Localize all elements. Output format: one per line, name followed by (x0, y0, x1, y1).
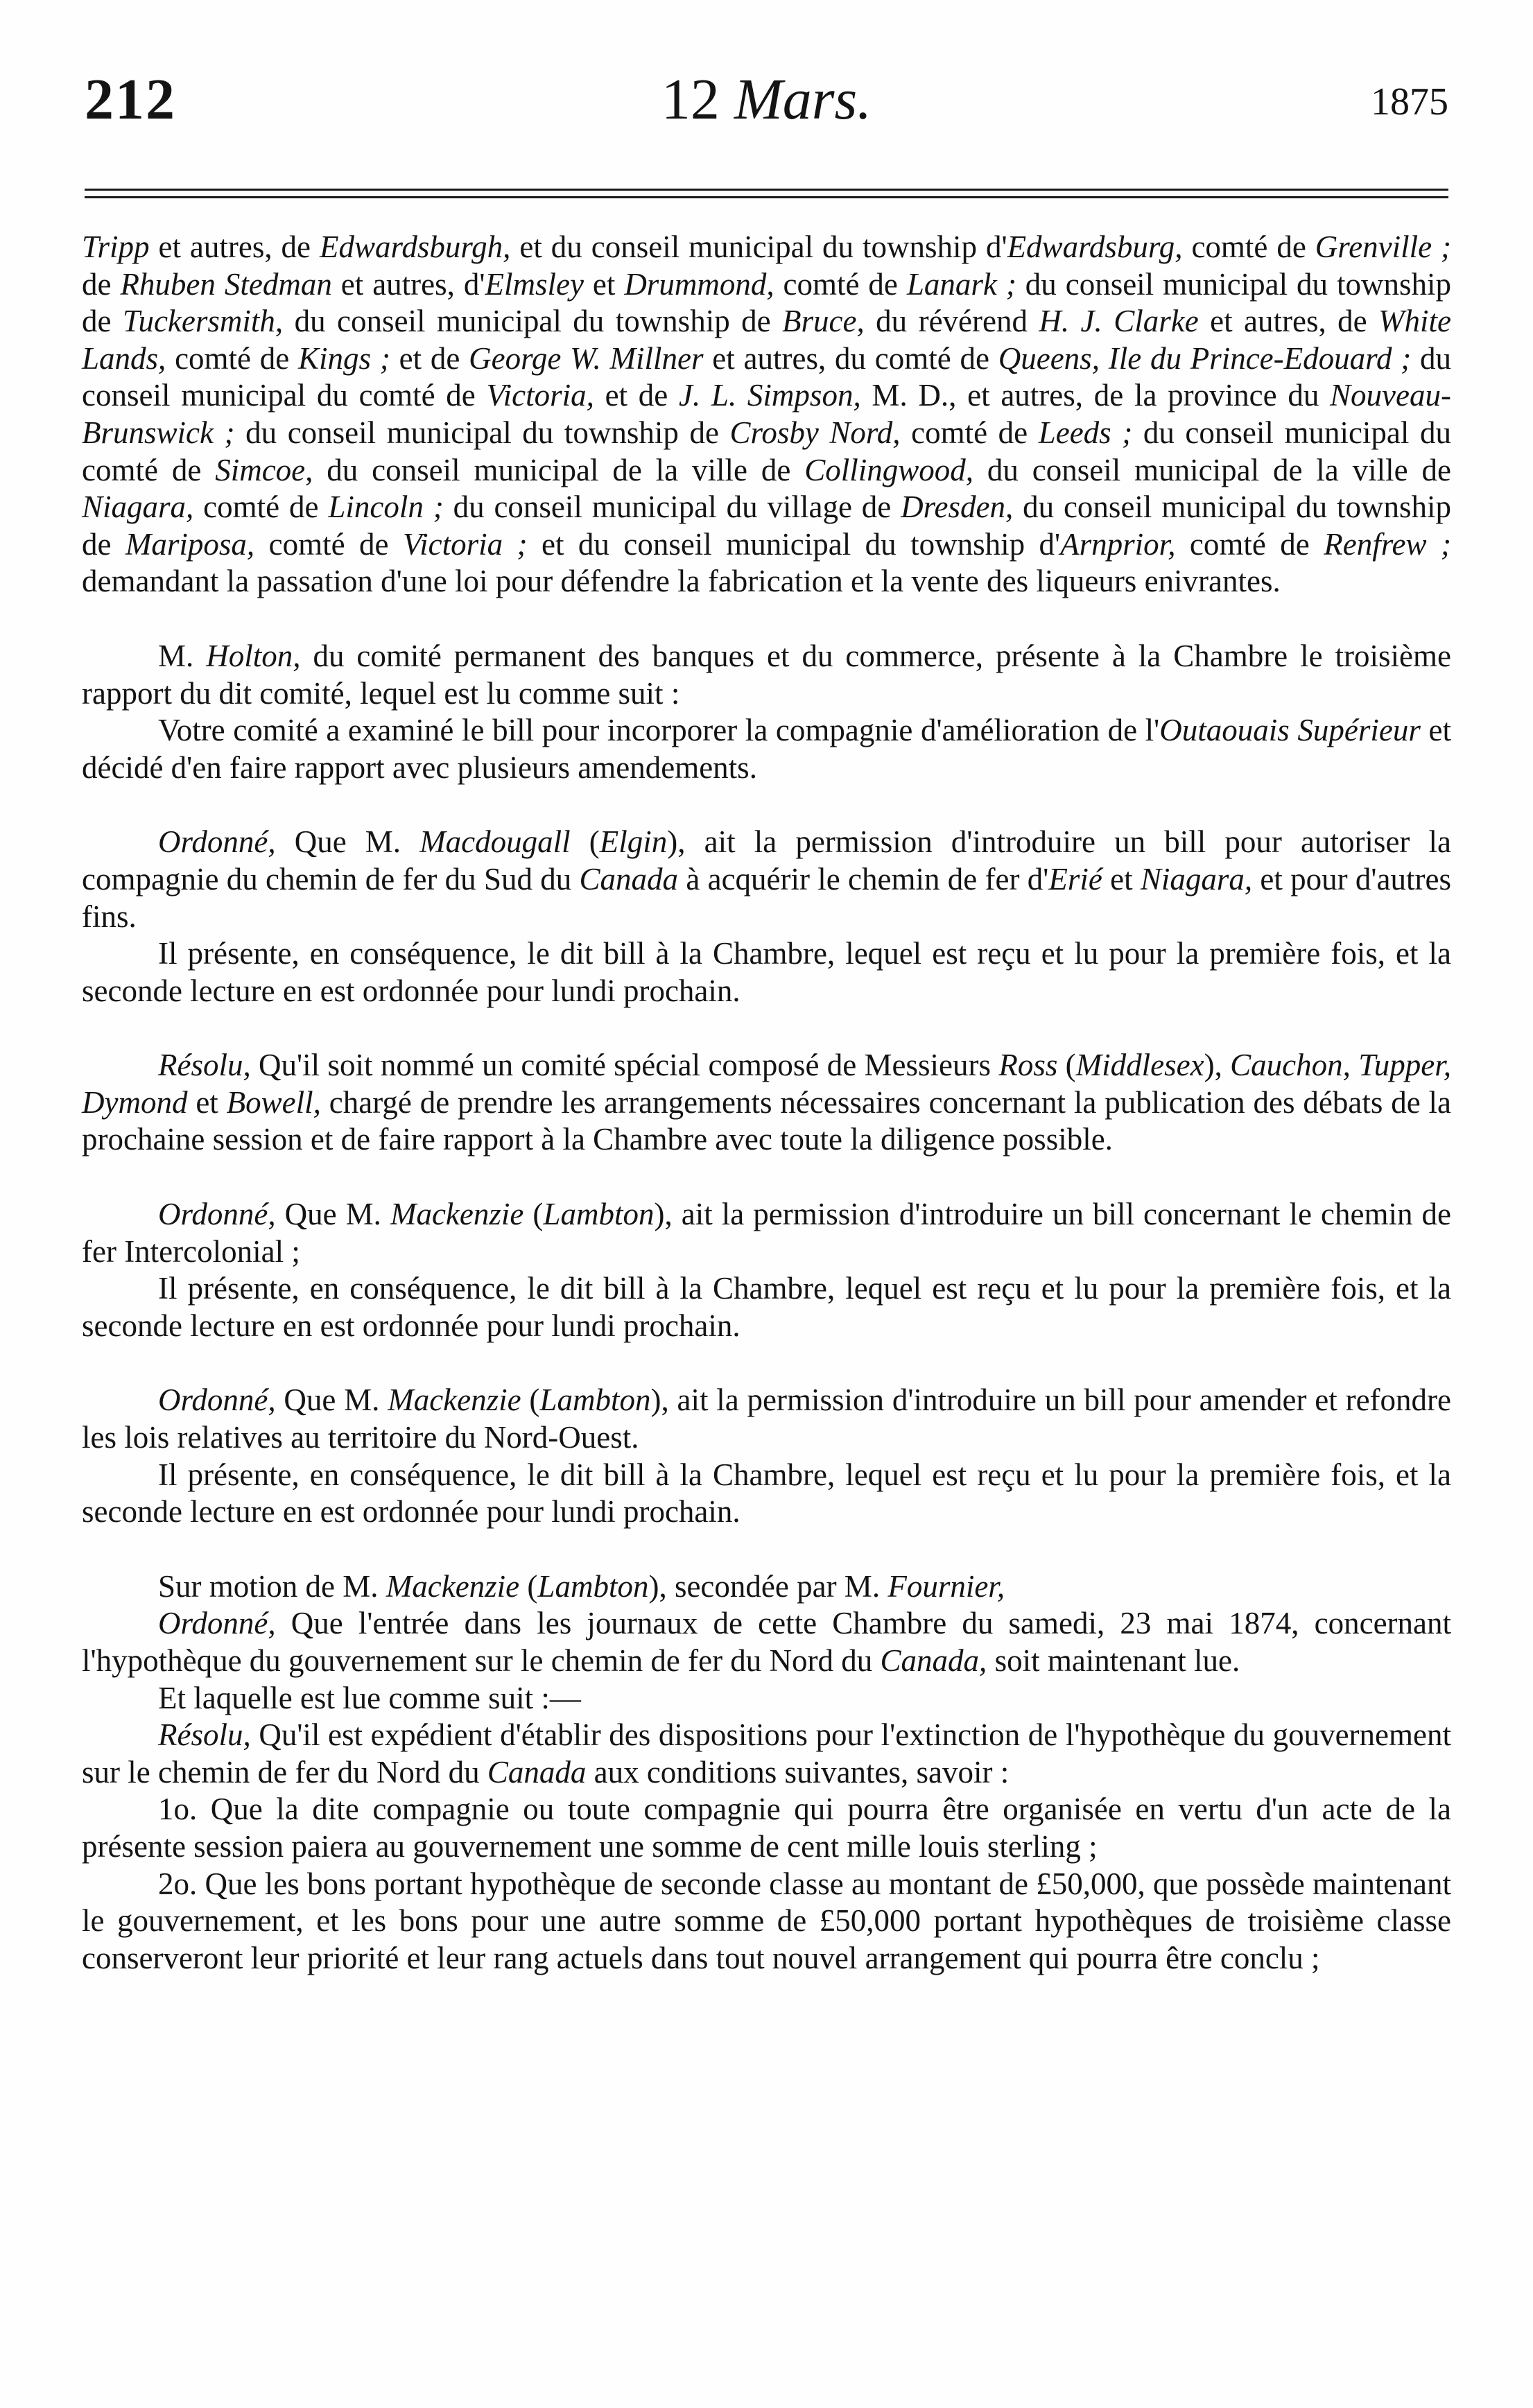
text-run: ), secondée par M. (648, 1568, 888, 1604)
text-run: Que M. (275, 1197, 390, 1232)
text-run: Sur motion de M. (158, 1568, 386, 1604)
text-run: ( (521, 1383, 540, 1418)
italic-run: Edwardsburg, (1007, 229, 1183, 264)
italic-run: Macdougall (419, 824, 571, 860)
italic-run: Dresden, (901, 490, 1014, 525)
italic-run: Rhuben Stedman (120, 266, 332, 302)
italic-run: Mariposa, (125, 526, 255, 562)
italic-run: Edwardsburgh, (319, 229, 511, 264)
text-run: Qu'il est expédient d'établir des dispositions pour l'extinction de l'hypothèque du gouvernement sur le chemin de fer du Nord du (82, 1717, 1451, 1790)
text-run: comté de (166, 340, 299, 376)
italic-run: Niagara, (82, 490, 194, 525)
italic-run: Canada (487, 1754, 587, 1790)
paragraph-resolution (82, 1717, 1451, 1791)
text-run: ( (523, 1197, 544, 1232)
italic-run: Nouveau-Brunswick ; (82, 378, 1451, 450)
italic-run: Lambton (539, 1383, 651, 1418)
italic-run: George W. Millner (469, 340, 704, 376)
italic-run: Ordonné, (158, 1606, 276, 1641)
text-run: et décidé d'en faire rapport avec plusieurs amendements. (82, 713, 1451, 785)
text-run: et autres, d' (331, 266, 485, 302)
italic-run: Leeds ; (1038, 415, 1133, 450)
paragraph-macdougall-motion (82, 824, 1451, 935)
italic-run: Grenville ; (1315, 229, 1451, 264)
paragraph-northwest-motion (82, 1382, 1451, 1456)
italic-run: Victoria, (486, 378, 594, 413)
text-run: Qu'il soit nommé un comité spécial composé de Messieurs (250, 1048, 999, 1083)
text-run: M. D., et autres, de la province du (860, 378, 1331, 413)
header-month: Mars. (734, 67, 872, 132)
italic-run: Kings ; (298, 340, 390, 376)
italic-run: Outaouais Supérieur (1159, 713, 1421, 748)
italic-run: Tuckersmith, (122, 304, 284, 339)
text-run: et autres, de (149, 229, 320, 264)
text-run: Et laquelle est lue comme suit :— (158, 1680, 581, 1715)
italic-run: Lanark ; (906, 266, 1016, 302)
text-run: Que l'entrée dans les journaux de cette Chambre du samedi, 23 mai 1874, concernant l'hypothèque du gouvernement sur le chemin de fer du Nord du (82, 1606, 1451, 1678)
italic-run: Drummond, (624, 266, 774, 302)
italic-run: Ordonné, (158, 1383, 276, 1418)
text-run: de (82, 266, 121, 302)
italic-run: Simcoe, (215, 452, 313, 487)
italic-run: Arnprior, (1060, 526, 1176, 562)
italic-run: Fournier, (887, 1568, 1005, 1604)
text-run: 2o. Que les bons portant hypothèque de seconde classe au montant de £50,000, que possède maintenant le gouvernement, et les bons pour une autre somme de £50,000 portant hypothèques de troisième classe conserveront leur priorité et leur rang actuels dans tout nouvel arrangement qui pourra être conclu ; (82, 1866, 1451, 1975)
italic-run: H. J. Clarke (1039, 304, 1199, 339)
text-run: Votre comité a examiné le bill pour incorporer la compagnie d'amélioration de l' (158, 713, 1160, 748)
italic-run: Victoria ; (402, 526, 528, 562)
text-run: et du conseil municipal du township d' (510, 229, 1007, 264)
italic-run: Middlesex (1075, 1048, 1204, 1083)
text-run: Il présente, en conséquence, le dit bill à la Chambre, lequel est reçu et lu pour la première fois, et la seconde lecture en est ordonnée pour lundi prochain. (82, 936, 1451, 1008)
body-text (82, 229, 1451, 1977)
italic-run: Elgin (599, 824, 668, 860)
paragraph-committee-report (82, 712, 1451, 786)
paragraph-journal-entry (82, 1605, 1451, 1679)
text-run: à acquérir le chemin de fer d' (678, 861, 1049, 896)
italic-run: Mackenzie (386, 1568, 520, 1604)
header-date (85, 66, 1448, 133)
italic-run: Ordonné, (158, 1197, 276, 1232)
text-run: et (583, 266, 625, 302)
text-run: comté de (193, 490, 329, 525)
paragraph-sur-motion (82, 1568, 1451, 1606)
text-run: du conseil municipal du township de (234, 415, 730, 450)
page-number: 212 (85, 67, 176, 132)
paragraph-intercolonial-motion (82, 1196, 1451, 1270)
italic-run: Elmsley (485, 266, 584, 302)
italic-run: Holton, (206, 638, 301, 673)
text-run: du comité permanent des banques et du commerce, présente à la Chambre le troisième rapport du dit comité, lequel est lu comme suit : (82, 638, 1451, 711)
italic-run: Niagara, (1140, 861, 1253, 896)
text-run: ( (1057, 1048, 1076, 1083)
text-run: comté de (1182, 229, 1315, 264)
text-run: comté de (900, 415, 1039, 450)
text-run: M. (158, 638, 207, 673)
text-run: chargé de prendre les arrangements nécessaires concernant la publication des débats de la prochaine session et de faire rapport à la Chambre avec toute la diligence possible. (82, 1084, 1451, 1157)
text-run: comté de (774, 266, 907, 302)
text-run: Que M. (275, 824, 420, 860)
text-run: et (187, 1084, 227, 1120)
header-day: 12 (661, 67, 720, 132)
text-run: ), ait la permission d'introduire un bill pour amender et refondre les lois relatives au territoire du Nord-Ouest. (82, 1383, 1451, 1455)
italic-run: Cauchon, Tupper, Dymond (82, 1048, 1451, 1120)
text-run: comté de (1175, 526, 1324, 562)
paragraph-special-committee (82, 1047, 1451, 1159)
text-run: du révérend (864, 304, 1039, 339)
paragraph-holton-report (82, 638, 1451, 712)
text-run: Que M. (275, 1383, 388, 1418)
paragraph-northwest-reading (82, 1457, 1451, 1531)
italic-run: Collingwood, (804, 452, 974, 487)
text-run: du conseil municipal du village de (443, 490, 901, 525)
italic-run: Queens, Ile du Prince-Edouard ; (998, 340, 1412, 376)
text-run: et (1102, 861, 1141, 896)
italic-run: Tripp (82, 229, 150, 264)
text-run: du conseil municipal du comté de (82, 340, 1452, 413)
text-run: ( (570, 824, 600, 860)
italic-run: Ordonné, (158, 824, 276, 860)
text-run: Il présente, en conséquence, le dit bill à la Chambre, lequel est reçu et lu pour la première fois, et la seconde lecture en est ordonnée pour lundi prochain. (82, 1271, 1451, 1343)
text-run: du conseil municipal de la ville de (313, 452, 805, 487)
italic-run: White Lands, (82, 304, 1451, 376)
italic-run: Crosby Nord, (729, 415, 901, 450)
text-run: et du conseil municipal du township d' (527, 526, 1061, 562)
paragraph-condition-2 (82, 1866, 1451, 1977)
italic-run: Résolu, (158, 1717, 251, 1753)
text-run: ), ait la permission d'introduire un bill pour autoriser la compagnie du chemin de fer du Sud du (82, 824, 1451, 896)
italic-run: Ross (998, 1048, 1058, 1083)
text-run: du conseil municipal du township de (82, 490, 1451, 562)
header-rule-bottom (85, 196, 1448, 198)
italic-run: Bruce, (782, 304, 865, 339)
paragraph-intercolonial-reading (82, 1270, 1451, 1344)
text-run: du conseil municipal du comté de (82, 415, 1451, 487)
italic-run: Lambton (543, 1197, 655, 1232)
text-run: 1o. Que la dite compagnie ou toute compagnie qui pourra être organisée en vertu d'un acte de la présente session paiera au gouvernement une somme de cent mille louis sterling ; (82, 1792, 1451, 1864)
italic-run: Lambton (537, 1568, 649, 1604)
paragraph-read-as-follows (82, 1680, 1451, 1717)
italic-run: Bowell, (226, 1084, 321, 1120)
text-run: soit maintenant lue. (987, 1643, 1240, 1678)
paragraph-petitions (82, 229, 1451, 600)
italic-run: Erié (1048, 861, 1102, 896)
text-run: comté de (254, 526, 403, 562)
page-header (85, 66, 1448, 156)
text-run: et pour d'autres fins. (82, 861, 1451, 934)
text-run: et autres, de (1198, 304, 1379, 339)
text-run: du conseil municipal du township de (283, 304, 783, 339)
italic-run: Mackenzie (390, 1197, 524, 1232)
text-run: aux conditions suivantes, savoir : (586, 1754, 1010, 1790)
paragraph-bill-first-reading (82, 935, 1451, 1010)
text-run: ), ait la permission d'introduire un bill concernant le chemin de fer Intercolonial ; (82, 1197, 1451, 1269)
text-run: demandant la passation d'une loi pour défendre la fabrication et la vente des liqueurs enivrantes. (82, 564, 1281, 599)
text-run: et autres, du comté de (703, 340, 998, 376)
text-run: ( (519, 1568, 538, 1604)
italic-run: Mackenzie (388, 1383, 521, 1418)
text-run: du conseil municipal du township de (82, 266, 1452, 339)
italic-run: Canada, (880, 1643, 987, 1678)
paragraph-condition-1 (82, 1791, 1451, 1865)
text-run: et de (390, 340, 469, 376)
italic-run: Lincoln ; (328, 490, 444, 525)
italic-run: Canada (579, 861, 679, 896)
italic-run: J. L. Simpson, (678, 378, 861, 413)
text-run: Il présente, en conséquence, le dit bill à la Chambre, lequel est reçu et lu pour la première fois, et la seconde lecture en est ordonnée pour lundi prochain. (82, 1457, 1451, 1530)
italic-run: Renfrew ; (1324, 526, 1451, 562)
text-run: et de (594, 378, 679, 413)
text-run: du conseil municipal de la ville de (973, 452, 1451, 487)
header-rule-top (85, 189, 1448, 191)
italic-run: Résolu, (158, 1048, 251, 1083)
text-run: ), (1204, 1048, 1231, 1083)
header-year: 1875 (1371, 80, 1448, 123)
